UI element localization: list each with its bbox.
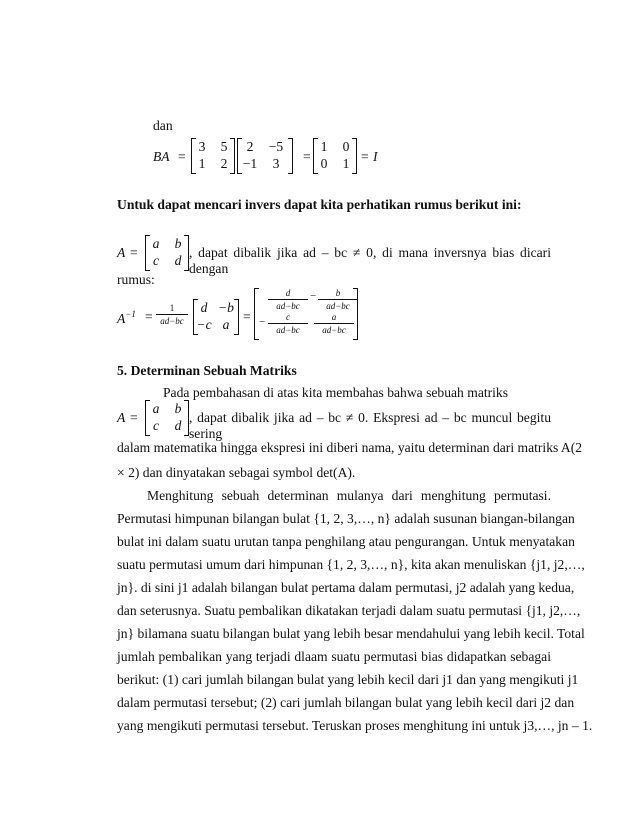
equals-sign: = bbox=[303, 149, 311, 164]
invertible-condition-text: , dapat dibalik jika ad – bc ≠ 0, di mana inversnya bias dicari dengan bbox=[189, 245, 551, 276]
paragraph-line: yang mengikuti permutasi tersebut. Teruskan proses menghitung ini untuk j3,…, jn – 1. bbox=[117, 718, 593, 733]
inverse-label bbox=[117, 309, 136, 327]
paragraph-line: Permutasi himpunan bilangan bulat {1, 2, 3,…, n} adalah susunan biangan-bilangan bbox=[117, 511, 575, 526]
entry-21 bbox=[268, 312, 308, 335]
matrix-cell: b bbox=[174, 401, 182, 416]
matrix-cell: 0 bbox=[342, 139, 350, 154]
matrix-a-label: A bbox=[117, 245, 126, 260]
matrix-cell: −c bbox=[196, 317, 212, 332]
section-title: 5. Determinan Sebuah Matriks bbox=[117, 363, 297, 378]
matrix-cell: d bbox=[174, 418, 182, 433]
equals-sign: = bbox=[145, 309, 153, 324]
inverse-result-matrix bbox=[254, 288, 358, 340]
matrix-cell: 3 bbox=[198, 139, 206, 154]
equals-sign: = bbox=[130, 410, 138, 425]
paragraph-line: dalam permutasi tersebut; (2) cari jumlah bilangan bulat yang lebih kecil dari j2 dan bbox=[117, 695, 575, 710]
matrix-cell: b bbox=[174, 236, 182, 251]
paragraph-line: jn} bilamana suatu bilangan bulat yang lebih besar mendahului yang lebih kecil. Total bbox=[117, 626, 585, 641]
matrix-cell: 5 bbox=[220, 139, 228, 154]
paragraph-line: dan seterusnya. Suatu pembalikan dikatakan terjadi dalam suatu permutasi {j1, j2,…, bbox=[117, 603, 581, 618]
matrix-a bbox=[145, 235, 189, 271]
determinant-intro-line: , dapat dibalik jika ad – bc ≠ 0. Ekspresi ad – bc muncul begitu sering bbox=[189, 410, 551, 441]
entry-denominator: ad−bc bbox=[276, 325, 300, 335]
ba-label: BA bbox=[153, 149, 170, 164]
paragraph-line: dalam matematika hingga ekspresi ini diberi nama, yaitu determinan dari matriks A(2 bbox=[117, 440, 583, 455]
matrix-cell: 0 bbox=[320, 156, 328, 171]
paragraph-line: jn}. di sini j1 adalah bilangan bulat pertama dalam permutasi, j2 adalah yang kedua, bbox=[117, 580, 575, 595]
entry-denominator: ad−bc bbox=[276, 301, 300, 311]
matrix-cell: d bbox=[200, 300, 208, 315]
entry-sign: − bbox=[259, 316, 266, 328]
paragraph-line: Menghitung sebuah determinan mulanya dari menghitung permutasi. bbox=[147, 488, 551, 503]
matrix-cell: 1 bbox=[342, 156, 350, 171]
matrix-cell: −5 bbox=[268, 139, 284, 154]
paragraph-line: jumlah pembalikan yang terjadi dlaam suatu permutasi bias didapatkan sebagai bbox=[117, 649, 551, 664]
inverse-heading: Untuk dapat mencari invers dapat kita perhatikan rumus berikut ini: bbox=[117, 197, 522, 212]
matrix-cell: c bbox=[152, 418, 160, 433]
matrix-a-inverse bbox=[237, 138, 293, 174]
matrix-cell: d bbox=[174, 253, 182, 268]
equals-sign: = bbox=[130, 245, 138, 260]
equals-sign: = bbox=[361, 149, 369, 164]
rumus-label: rumus: bbox=[117, 272, 155, 287]
identity-label: I bbox=[373, 149, 378, 164]
inverse-exponent: −1 bbox=[125, 309, 136, 319]
matrix-cell: 1 bbox=[320, 139, 328, 154]
paragraph-line: suatu permutasi umum dari himpunan {1, 2, 3,…, n}, kita akan menuliskan {j1, j2,…, bbox=[117, 557, 585, 572]
inverse-lhs: A bbox=[117, 311, 126, 326]
matrix-a bbox=[145, 400, 189, 436]
entry-denominator: ad−bc bbox=[326, 301, 350, 311]
matrix-b bbox=[191, 138, 235, 174]
entry-11 bbox=[268, 288, 308, 311]
entry-numerator: a bbox=[331, 312, 337, 322]
identity-matrix bbox=[313, 138, 357, 174]
paragraph-line: berikut: (1) cari jumlah bilangan bulat yang lebih kecil dari j1 dan yang mengikuti j1 bbox=[117, 672, 579, 687]
matrix-cell: a bbox=[222, 317, 230, 332]
entry-sign: − bbox=[310, 290, 317, 302]
matrix-a-label: A bbox=[117, 410, 126, 425]
equals-sign: = bbox=[178, 149, 186, 164]
matrix-cell: 2 bbox=[246, 139, 254, 154]
dan-label: dan bbox=[153, 118, 173, 133]
matrix-cell: a bbox=[152, 236, 160, 251]
entry-22 bbox=[314, 312, 354, 335]
paragraph-line: bulat ini dalam suatu urutan tanpa penghilang atau pengurangan. Untuk menyatakan bbox=[117, 534, 575, 549]
matrix-cell: 2 bbox=[220, 156, 228, 171]
fraction-numerator: 1 bbox=[169, 303, 175, 313]
entry-numerator: c bbox=[286, 312, 290, 322]
section-intro: Pada pembahasan di atas kita membahas bahwa sebuah matriks bbox=[163, 385, 509, 400]
entry-12 bbox=[318, 288, 358, 311]
paragraph-line: × 2) dan dinyatakan sebagai symbol det(A). bbox=[117, 465, 356, 480]
matrix-cell: 3 bbox=[272, 156, 280, 171]
matrix-cell: −b bbox=[218, 300, 234, 315]
adjugate-matrix bbox=[193, 299, 239, 335]
matrix-cell: a bbox=[152, 401, 160, 416]
scalar-fraction bbox=[156, 303, 188, 326]
entry-numerator: d bbox=[285, 288, 291, 298]
matrix-cell: c bbox=[152, 253, 160, 268]
matrix-cell: 1 bbox=[198, 156, 206, 171]
fraction-denominator: ad−bc bbox=[160, 316, 184, 326]
entry-denominator: ad−bc bbox=[322, 325, 346, 335]
entry-numerator: b bbox=[335, 288, 341, 298]
equals-sign: = bbox=[243, 309, 251, 324]
matrix-cell: −1 bbox=[242, 156, 258, 171]
